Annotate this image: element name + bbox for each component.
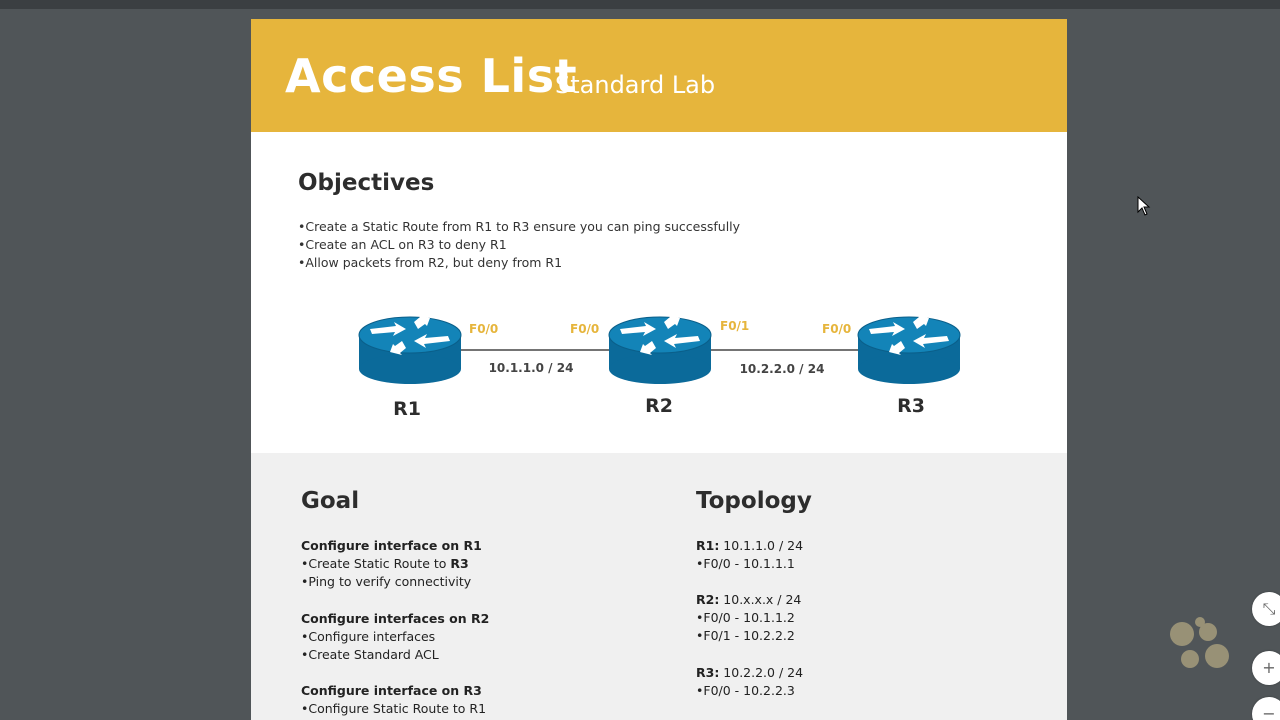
- network-label: 10.2.2.0 / 24: [739, 362, 825, 376]
- network-diagram: [251, 299, 1067, 449]
- router-icon: [858, 315, 960, 384]
- goal-r1-heading: Configure interface on R1: [301, 538, 482, 553]
- goal-r2-line: • Configure interfaces: [301, 628, 489, 646]
- details-section: [251, 453, 1067, 720]
- exit-fullscreen-button[interactable]: ⤡: [1252, 592, 1280, 626]
- router-label: R1: [393, 398, 421, 420]
- title-banner: [251, 19, 1067, 132]
- page-subtitle: Standard Lab: [555, 71, 716, 99]
- goal-r2-heading: Configure interfaces on R2: [301, 611, 490, 626]
- brand-logo-icon: [1168, 616, 1232, 672]
- router-label: R2: [645, 395, 673, 417]
- topology-r2-line: • F0/0 - 10.1.1.2: [696, 609, 801, 627]
- r2-port-label: F0/0: [570, 322, 600, 336]
- topology-r3-line: • F0/0 - 10.2.2.3: [696, 682, 803, 700]
- topology-r1-block: R1: 10.1.1.0 / 24 • F0/0 - 10.1.1.1: [696, 537, 803, 573]
- router-icon: [609, 315, 711, 384]
- zoom-out-button[interactable]: −: [1252, 697, 1280, 720]
- top-bar: [0, 0, 1280, 9]
- goal-heading: Goal: [301, 488, 360, 514]
- mouse-cursor-icon: [1137, 196, 1151, 216]
- objectives-heading: Objectives: [298, 170, 435, 196]
- router-icon: [359, 315, 461, 384]
- topology-r2-line: • F0/1 - 10.2.2.2: [696, 627, 801, 645]
- topology-r2-block: R2: 10.x.x.x / 24 • F0/0 - 10.1.1.2 • F0/1 - 10.2.2.2: [696, 591, 801, 645]
- topology-r3-block: R3: 10.2.2.0 / 24 • F0/0 - 10.2.2.3: [696, 664, 803, 700]
- objective-item: • Allow packets from R2, but deny from R1: [298, 254, 740, 272]
- goal-r1-line: • Create Static Route to R3: [301, 555, 482, 573]
- zoom-in-button[interactable]: +: [1252, 651, 1280, 685]
- objective-item: • Create a Static Route from R1 to R3 ensure you can ping successfully: [298, 218, 740, 236]
- page-title: Access List: [285, 49, 578, 103]
- objectives-list: [298, 218, 740, 272]
- goal-r3-line: • Configure Static Route to R1: [301, 700, 486, 718]
- slide-page: [251, 19, 1067, 720]
- objective-item: • Create an ACL on R3 to deny R1: [298, 236, 740, 254]
- topology-heading: Topology: [696, 488, 812, 514]
- r2-port-label: F0/1: [720, 319, 750, 333]
- goal-r3-heading: Configure interface on R3: [301, 683, 482, 698]
- goal-r1-line: • Ping to verify connectivity: [301, 573, 482, 591]
- network-label: 10.1.1.0 / 24: [488, 361, 574, 375]
- goal-r1-block: [301, 537, 482, 591]
- r3-port-label: F0/0: [822, 322, 852, 336]
- goal-r3-block: [301, 682, 486, 718]
- topology-r1-line: • F0/0 - 10.1.1.1: [696, 555, 803, 573]
- r1-port-label: F0/0: [469, 322, 499, 336]
- router-label: R3: [897, 395, 925, 417]
- goal-r2-line: • Create Standard ACL: [301, 646, 489, 664]
- goal-r2-block: [301, 610, 489, 664]
